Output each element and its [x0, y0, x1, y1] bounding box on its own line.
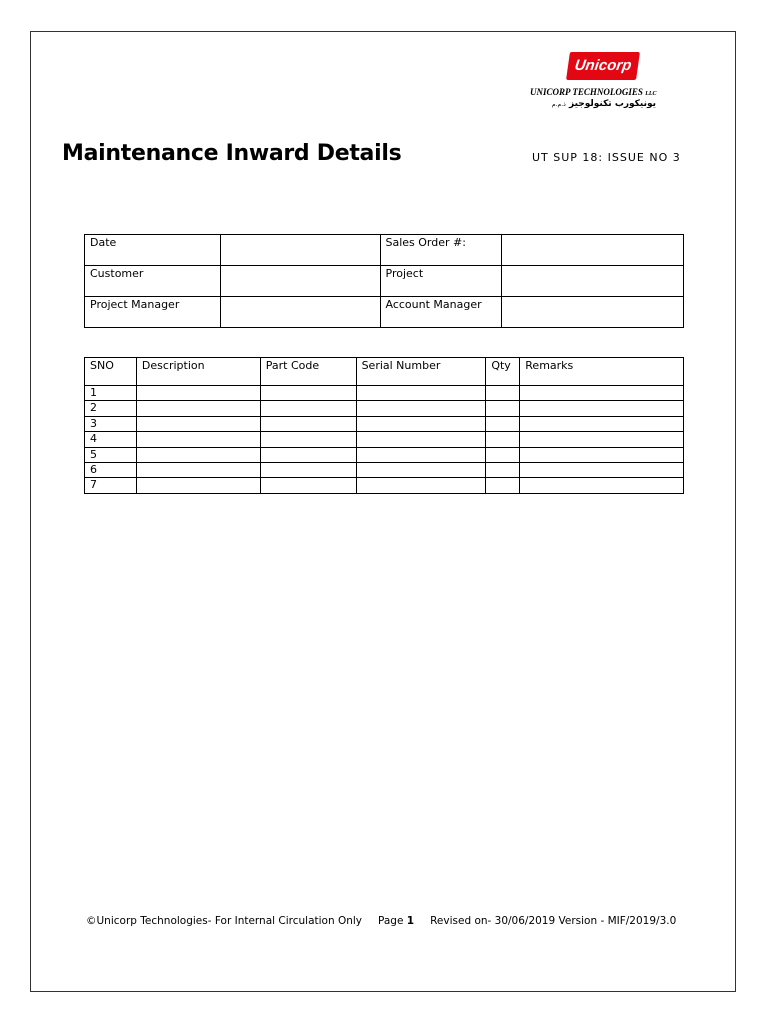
- logo-name-ar-text: يونيكورب تكنولوجيز: [568, 99, 656, 109]
- items-table: [84, 357, 684, 494]
- logo-name-en: [530, 87, 672, 97]
- info-value-field[interactable]: [220, 297, 380, 328]
- item-cell[interactable]: [260, 416, 356, 431]
- row-number: 3: [85, 416, 137, 431]
- page-border: [30, 31, 736, 992]
- column-header: SNO: [85, 358, 137, 386]
- table-row: [85, 447, 684, 462]
- item-cell[interactable]: [356, 432, 486, 447]
- item-cell[interactable]: [520, 432, 684, 447]
- table-row: [85, 401, 684, 416]
- item-cell[interactable]: [356, 462, 486, 477]
- item-cell[interactable]: [136, 478, 260, 493]
- column-header: Qty: [486, 358, 520, 386]
- info-value-field[interactable]: [220, 235, 380, 266]
- item-cell[interactable]: [136, 432, 260, 447]
- item-cell[interactable]: [136, 462, 260, 477]
- row-number: 5: [85, 447, 137, 462]
- items-header-row: [85, 358, 684, 386]
- info-label: Date: [85, 235, 221, 266]
- item-cell[interactable]: [356, 447, 486, 462]
- item-cell[interactable]: [486, 416, 520, 431]
- item-cell[interactable]: [260, 447, 356, 462]
- item-cell[interactable]: [136, 416, 260, 431]
- item-cell[interactable]: [356, 478, 486, 493]
- item-cell[interactable]: [136, 447, 260, 462]
- item-cell[interactable]: [520, 416, 684, 431]
- table-row: [85, 478, 684, 493]
- item-cell[interactable]: [520, 447, 684, 462]
- item-cell[interactable]: [356, 416, 486, 431]
- item-cell[interactable]: [520, 401, 684, 416]
- item-cell[interactable]: [486, 401, 520, 416]
- info-row: [85, 235, 684, 266]
- item-cell[interactable]: [356, 401, 486, 416]
- footer-copyright: ©Unicorp Technologies- For Internal Circulation Only: [86, 915, 363, 927]
- footer-revised: Revised on- 30/06/2019 Version - MIF/2019/3.0: [430, 915, 677, 927]
- row-number: 1: [85, 386, 137, 401]
- item-cell[interactable]: [520, 462, 684, 477]
- column-header: Remarks: [520, 358, 684, 386]
- footer-page-label: Page: [378, 915, 404, 927]
- info-value-field[interactable]: [502, 297, 684, 328]
- info-label: Project Manager: [85, 297, 221, 328]
- footer-page-number: 1: [406, 915, 415, 927]
- logo-suffix-en: LLC: [645, 91, 657, 97]
- item-cell[interactable]: [486, 478, 520, 493]
- item-cell[interactable]: [486, 447, 520, 462]
- item-cell[interactable]: [136, 386, 260, 401]
- item-cell[interactable]: [260, 401, 356, 416]
- logo-name-en-text: UNICORP TECHNOLOGIES: [530, 87, 643, 97]
- item-cell[interactable]: [260, 478, 356, 493]
- table-row: [85, 416, 684, 431]
- info-label: Project: [380, 266, 502, 297]
- table-row: [85, 462, 684, 477]
- item-cell[interactable]: [486, 386, 520, 401]
- info-row: [85, 266, 684, 297]
- item-cell[interactable]: [136, 401, 260, 416]
- item-cell[interactable]: [520, 386, 684, 401]
- footer: [86, 915, 676, 927]
- item-cell[interactable]: [260, 462, 356, 477]
- logo-badge: Unicorp: [566, 52, 640, 80]
- document-code: UT SUP 18: ISSUE NO 3: [532, 151, 681, 164]
- row-number: 4: [85, 432, 137, 447]
- table-row: [85, 386, 684, 401]
- item-cell[interactable]: [520, 478, 684, 493]
- info-row: [85, 297, 684, 328]
- info-value-field[interactable]: [502, 266, 684, 297]
- info-label: Customer: [85, 266, 221, 297]
- item-cell[interactable]: [486, 462, 520, 477]
- info-value-field[interactable]: [220, 266, 380, 297]
- info-value-field[interactable]: [502, 235, 684, 266]
- info-label: Account Manager: [380, 297, 502, 328]
- row-number: 7: [85, 478, 137, 493]
- row-number: 2: [85, 401, 137, 416]
- item-cell[interactable]: [260, 386, 356, 401]
- row-number: 6: [85, 462, 137, 477]
- logo-name-ar: [526, 99, 656, 109]
- column-header: Description: [136, 358, 260, 386]
- column-header: Serial Number: [356, 358, 486, 386]
- logo-suffix-ar: ذ.م.م: [551, 101, 566, 108]
- document-title: Maintenance Inward Details: [62, 141, 402, 166]
- info-label: Sales Order #:: [380, 235, 502, 266]
- column-header: Part Code: [260, 358, 356, 386]
- item-cell[interactable]: [356, 386, 486, 401]
- company-logo: [526, 48, 672, 120]
- item-cell[interactable]: [486, 432, 520, 447]
- item-cell[interactable]: [260, 432, 356, 447]
- info-table: [84, 234, 684, 328]
- table-row: [85, 432, 684, 447]
